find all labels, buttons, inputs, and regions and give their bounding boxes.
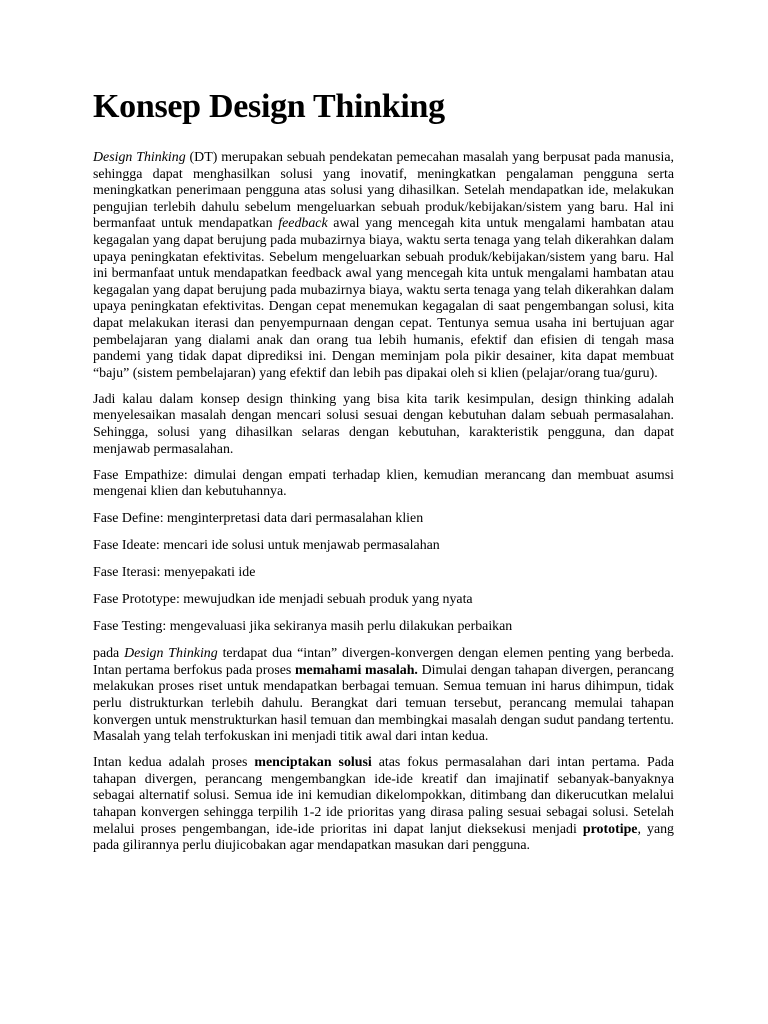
term-menciptakan-solusi: menciptakan solusi xyxy=(254,755,372,771)
text-run: terdapat dua “intan” divergen-konvergen dengan elemen penting yang berbeda. Intan pertama berfokus pada proses xyxy=(93,646,675,678)
text-run: , yang pada gilirannya perlu diujicobakan agar mendapatkan masukan dari pengguna. xyxy=(93,821,675,854)
phase-testing: Fase Testing: mengevaluasi jika sekiranya masih perlu dilakukan perbaikan xyxy=(93,619,513,635)
term-feedback: feedback xyxy=(278,216,328,232)
term-prototipe: prototipe xyxy=(582,821,638,837)
text-run: atas fokus permasalahan dari intan pertama. Pada tahapan divergen, perancang mengembangkan ide-ide kreatif dan imajinatif sebanyak-banyaknya sebagai alternatif solusi. Semua ide ini kemudian dikelompokkan, ditimbang dan dikerucutkan melalui tahapan konvergen sehingga terpilih 1-2 ide prioritas yang dirasa paling sesuai sebagai solusi. Setelah melalui proses pengembangan, ide-ide prioritas ini dapat lanjut dieksekusi menjadi xyxy=(93,755,674,837)
phase-prototype: Fase Prototype: mewujudkan ide menjadi sebuah produk yang nyata xyxy=(93,592,473,608)
text-run: awal yang mencegah kita untuk mengalami hambatan atau kegagalan yang dapat berujung pada mubazirnya biaya, waktu serta tenaga yang telah dikerahkan dalam upaya peningkatan efektivitas. Sebelum mengeluarkan sebuah produk/kebijakan/sistem yang baru. Hal ini bermanfaat untuk mendapatkan feedback awal yang mencegah kita untuk mengalami hambatan atau kegagalan yang dapat berujung pada mubazirnya biaya, waktu serta tenaga yang telah dikerahkan dalam upaya peningkatan efektivitas. Dengan cepat menemukan kegagalan di saat pengembangan solusi, kita dapat melakukan iterasi dan penyempurnaan dengan cepat. Tentunya semua usaha ini bertujuan agar pembelajaran yang dialami anak dan orang tua lebih humanis, efektif dan efisien di tengah masa pandemi yang tidak dapat diprediksi ini. Dengan meminjam pola pikir desainer, kita dapat membuat “baju” (sistem pembelajaran) yang efektif dan lebih pas dipakai oleh si klien (pelajar/orang tua/guru). xyxy=(93,216,675,381)
paragraph-second-diamond xyxy=(93,755,674,855)
term-memahami-masalah: memahami masalah. xyxy=(294,662,418,678)
text-run: Intan kedua adalah proses xyxy=(93,755,255,771)
document-title: Konsep Design Thinking xyxy=(93,88,445,125)
phase-empathize: Fase Empathize: dimulai dengan empati terhadap klien, kemudian merancang dan membuat asumsi mengenai klien dan kebutuhannya. xyxy=(93,467,674,500)
paragraph-definition xyxy=(93,150,674,382)
text-run: Dimulai dengan tahapan divergen, perancang melakukan proses riset untuk mendapatkan berbagai temuan. Semua temuan ini harus dihimpun, tidak perlu distrukturkan terlebih dahulu. Berangkat dari temuan tersebut, perancang memulai tahapan konvergen untuk menstrukturkan hasil temuan dan membingkai masalah dengan sudut pandang tertentu. Masalah yang telah terfokuskan ini menjadi titik awal dari intan kedua. xyxy=(93,662,674,745)
term-design-thinking: Design Thinking xyxy=(93,150,186,165)
paragraph-conclusion: Jadi kalau dalam konsep design thinking yang bisa kita tarik kesimpulan, design thinking adalah menyelesaikan masalah dengan mencari solusi sesuai dengan kebutuhan dalam sebuah permasalahan. Sehingga, solusi yang dihasilkan selaras dengan kebutuhan, karakteristik pengguna, dan dapat menjawab permasalahan. xyxy=(93,391,674,457)
phase-iterasi: Fase Iterasi: menyepakati ide xyxy=(93,565,256,581)
phase-define: Fase Define: menginterpretasi data dari permasalahan klien xyxy=(93,511,424,527)
text-run: pada xyxy=(93,646,125,662)
document-page xyxy=(93,86,674,864)
phase-ideate: Fase Ideate: mencari ide solusi untuk menjawab permasalahan xyxy=(93,538,440,554)
text-run: (DT) merupakan sebuah pendekatan pemecahan masalah yang berpusat pada manusia, sehingga dapat menghasilkan solusi yang inovatif, meningkatkan pengalaman pengguna serta meningkatkan penerimaan pengguna atas solusi yang dihasilkan. Setelah mendapatkan ide, melakukan pengujian terlebih dahulu sebelum mengeluarkan sebuah produk/kebijakan/sistem yang baru. Hal ini bermanfaat untuk mendapatkan xyxy=(93,150,675,232)
paragraph-first-diamond xyxy=(93,646,674,746)
term-design-thinking: Design Thinking xyxy=(124,646,218,662)
